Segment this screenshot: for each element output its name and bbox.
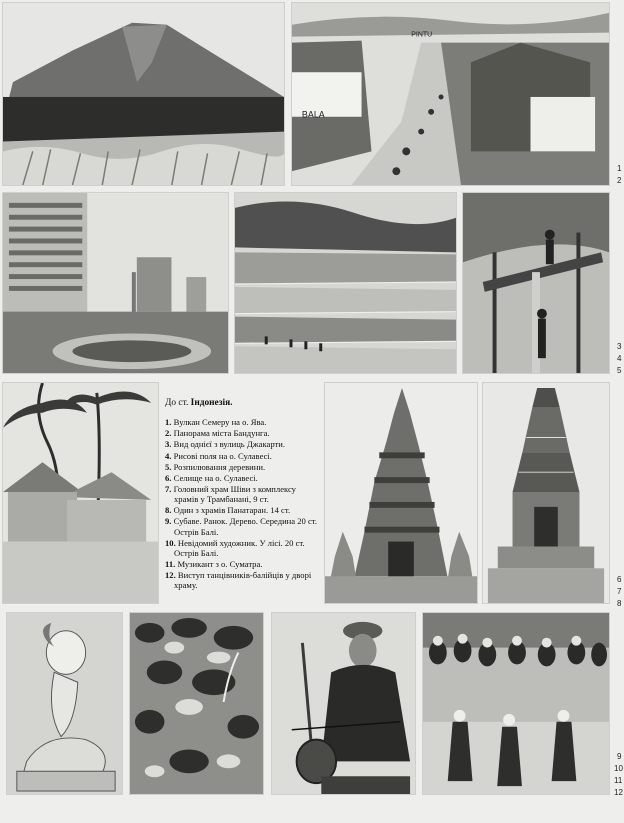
caption-block [165, 398, 320, 591]
panataran-temple-image [483, 383, 609, 603]
caption-item: 3. Вид однієї з вулиць Джакарти. [165, 439, 286, 450]
sculpture-image [7, 613, 122, 794]
caption-item: 2. Панорама міста Бандунга. [165, 428, 270, 439]
caption-item: 6. Селище на о. Сулавесі. [165, 472, 258, 483]
photo-panataran-temple [482, 382, 610, 604]
caption-item: 10. Невідомий художник. У лісі. 20 ст. Острів Балі. [165, 537, 305, 558]
caption-item: 7. Головний храм Шіви з комплексу храмів у Трамбанані, 9 ст. [165, 483, 296, 505]
caption-item: 11. Музикант з о. Суматра. [165, 558, 263, 569]
photo-bandung-street [291, 2, 610, 186]
caption-item: 9. Субаве. Ранок. Дерево. Середина 20 ст. Острів Балі. [165, 516, 318, 537]
dancers-image [423, 613, 609, 794]
caption-prefix: До ст. [165, 398, 191, 408]
margin-number: 2 [617, 176, 622, 185]
musician-image [272, 613, 415, 794]
rice-terraces-image [235, 193, 456, 373]
margin-number: 10 [614, 764, 623, 773]
prambanan-temple-image [325, 383, 477, 603]
jakarta-image [3, 193, 228, 373]
volcano-image [3, 3, 284, 185]
forest-painting-image [130, 613, 263, 794]
photo-jakarta-street [2, 192, 229, 374]
photo-rice-fields [234, 192, 457, 374]
photo-painting-forest [129, 612, 264, 795]
caption-item: 5. Розпилювання деревини. [165, 461, 266, 472]
caption-item: 8. Один з храмів Панатаран. 14 ст. [165, 505, 291, 516]
photo-sawing-wood [462, 192, 610, 374]
caption-heading [165, 398, 320, 409]
margin-number: 12 [614, 788, 623, 797]
margin-number: 7 [617, 587, 622, 596]
photo-wooden-sculpture [6, 612, 123, 795]
photo-volcano-semeru [2, 2, 285, 186]
village-image [3, 383, 158, 603]
caption-item: 1. Вулкан Семеру на о. Ява. [165, 417, 267, 428]
margin-number: 11 [614, 776, 623, 785]
shop-sign-text: PINTU [411, 31, 433, 39]
margin-number: 5 [617, 366, 622, 375]
hotel-sign-text: BALA [301, 109, 325, 120]
photo-musician-sumatra [271, 612, 416, 795]
margin-number: 6 [617, 575, 622, 584]
margin-number: 3 [617, 342, 622, 351]
caption-article-title: Індонезія. [190, 398, 233, 408]
caption-list [165, 417, 320, 590]
caption-item: 12. Виступ танцівників-балійців у дворі храму. [165, 570, 312, 591]
margin-number: 1 [617, 164, 622, 173]
margin-number: 8 [617, 599, 622, 608]
sawing-image [463, 193, 609, 373]
street-image [292, 3, 609, 185]
photo-balinese-dancers [422, 612, 610, 795]
photo-shiva-temple-prambanan [324, 382, 478, 604]
margin-number: 9 [617, 752, 622, 761]
photo-village-sulawesi [2, 382, 159, 604]
caption-item: 4. Рисові поля на о. Сулавесі. [165, 450, 272, 461]
margin-number: 4 [617, 354, 622, 363]
